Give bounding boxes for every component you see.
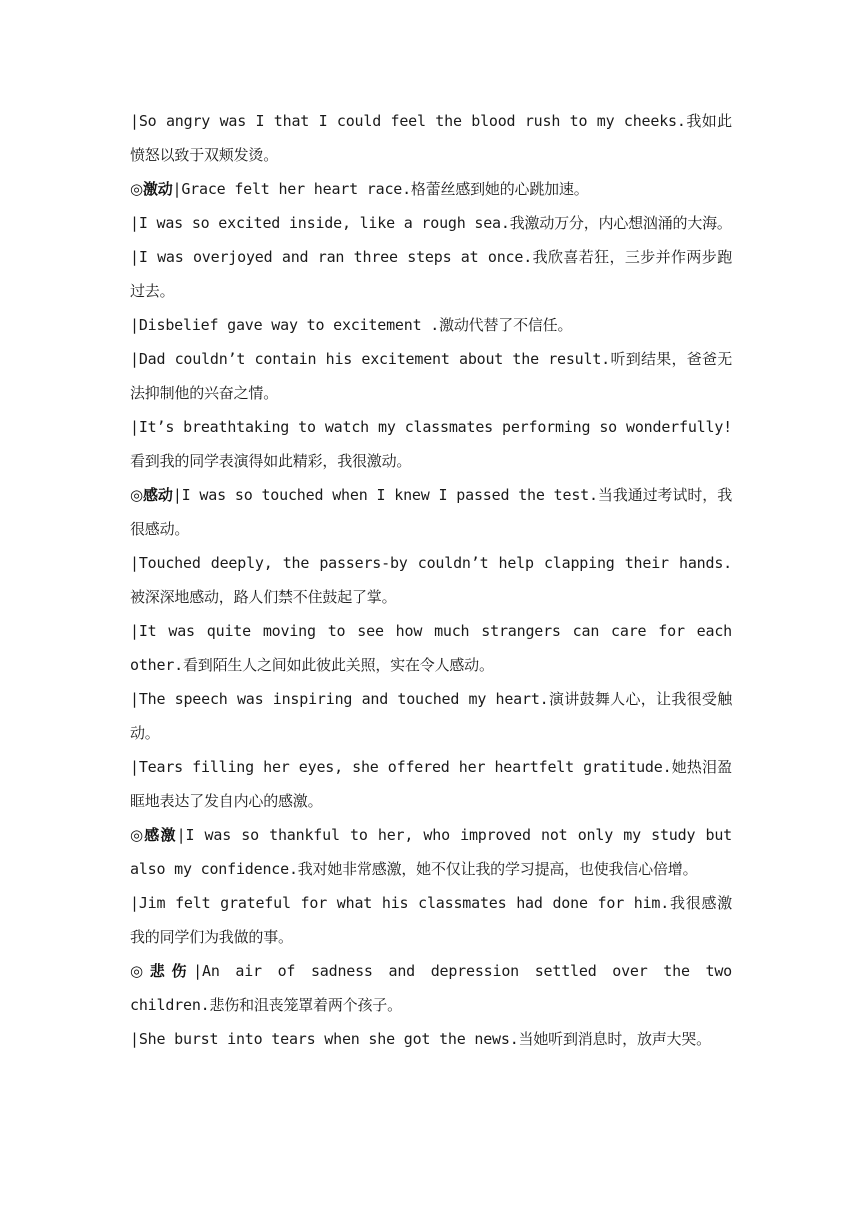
paragraph	[130, 614, 732, 682]
paragraph-text: |I was so thankful to her, who improved not only my study but also my confidence.我对她非常感激，她不仅让我的学习提高，也使我信心倍增。	[130, 826, 732, 878]
paragraph	[130, 546, 732, 614]
paragraph	[130, 308, 732, 342]
paragraph-text: |So angry was I that I could feel the blood rush to my cheeks.我如此愤怒以致于双颊发烫。	[130, 112, 732, 164]
document-body	[130, 104, 732, 1056]
paragraph	[130, 240, 732, 308]
paragraph	[130, 342, 732, 410]
paragraph-text: |Tears filling her eyes, she offered her heartfelt gratitude.她热泪盈眶地表达了发自内心的感激。	[130, 758, 732, 810]
section-heading: ◎感激	[130, 826, 177, 844]
paragraph-text: |Grace felt her heart race.格蕾丝感到她的心跳加速。	[172, 180, 589, 198]
paragraph-text: |Disbelief gave way to excitement .激动代替了不信任。	[130, 316, 573, 334]
paragraph-text: |I was so excited inside, like a rough sea.我激动万分，内心想汹涌的大海。	[130, 214, 732, 232]
paragraph	[130, 818, 732, 886]
paragraph	[130, 478, 732, 546]
paragraph-text: |I was so touched when I knew I passed the test.当我通过考试时，我很感动。	[130, 486, 732, 538]
section-heading: ◎激动	[130, 180, 173, 198]
paragraph	[130, 104, 732, 172]
paragraph-text: |Touched deeply, the passers-by couldn’t help clapping their hands.被深深地感动，路人们禁不住鼓起了掌。	[130, 554, 732, 606]
paragraph-text: |I was overjoyed and ran three steps at once.我欣喜若狂，三步并作两步跑过去。	[130, 248, 732, 300]
paragraph-text: |Dad couldn’t contain his excitement about the result.听到结果，爸爸无法抑制他的兴奋之情。	[130, 350, 732, 402]
paragraph-text: |Jim felt grateful for what his classmates had done for him.我很感激我的同学们为我做的事。	[130, 894, 732, 946]
paragraph	[130, 172, 732, 206]
paragraph	[130, 682, 732, 750]
paragraph-text: |It was quite moving to see how much strangers can care for each other.看到陌生人之间如此彼此关照，实在令人感动。	[130, 622, 732, 674]
section-heading: ◎悲伤	[130, 962, 194, 980]
paragraph	[130, 750, 732, 818]
paragraph	[130, 954, 732, 1022]
paragraph-text: |It’s breathtaking to watch my classmates performing so wonderfully!看到我的同学表演得如此精彩，我很激动。	[130, 418, 732, 470]
paragraph-text: |The speech was inspiring and touched my heart.演讲鼓舞人心，让我很受触动。	[130, 690, 732, 742]
paragraph-text: |She burst into tears when she got the news.当她听到消息时，放声大哭。	[130, 1030, 711, 1048]
paragraph	[130, 410, 732, 478]
paragraph	[130, 1022, 732, 1056]
paragraph	[130, 206, 732, 240]
paragraph-text: |An air of sadness and depression settled over the two children.悲伤和沮丧笼罩着两个孩子。	[130, 962, 732, 1014]
section-heading: ◎感动	[130, 486, 173, 504]
paragraph	[130, 886, 732, 954]
